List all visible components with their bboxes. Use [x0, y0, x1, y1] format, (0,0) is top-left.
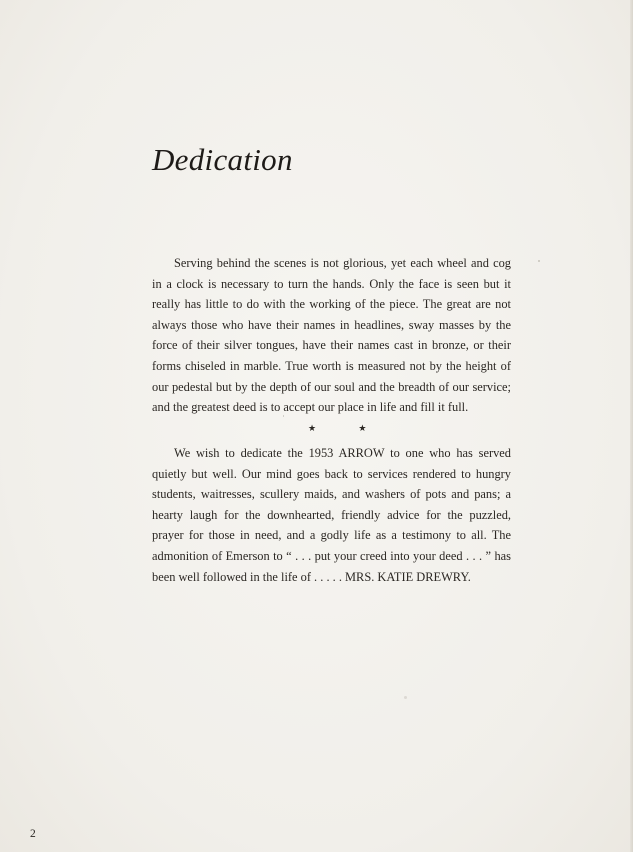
dedication-paragraph-2: We wish to dedicate the 1953 ARROW to one who has served quietly but well. Our mind goes back to services rendered to hungry students, waitresses, scullery maids, and washers of pots and pans; a hearty laugh for the downhearted, friendly advice for the puzzled, prayer for those in need, and a godly life as a testimony to all. The admonition of Emerson to “ . . . put your creed into your deed . . . ” has been well followed in the life of . . . . . MRS. KATIE DREWRY. — [152, 446, 511, 584]
page-title: Dedication — [152, 142, 293, 177]
paper-speck — [404, 696, 407, 699]
paper-speck — [538, 260, 540, 262]
page-number: 2 — [30, 828, 36, 840]
paper-speck — [283, 415, 284, 417]
star-separator: ★ ★ — [308, 423, 387, 433]
dedication-paragraph-1: Serving behind the scenes is not glorious, yet each wheel and cog in a clock is necessary to turn the hands. Only the face is seen but it really has little to do with the working of the piece. The great are not always those who have their names in headlines, sway masses by the force of their silver tongues, have their names cast in bronze, or their forms chiseled in marble. True worth is measured not by the height of our pedestal but by the depth of our soul and the breadth of our service; and the greatest deed is to accept our place in life and fill it full. — [152, 256, 511, 415]
